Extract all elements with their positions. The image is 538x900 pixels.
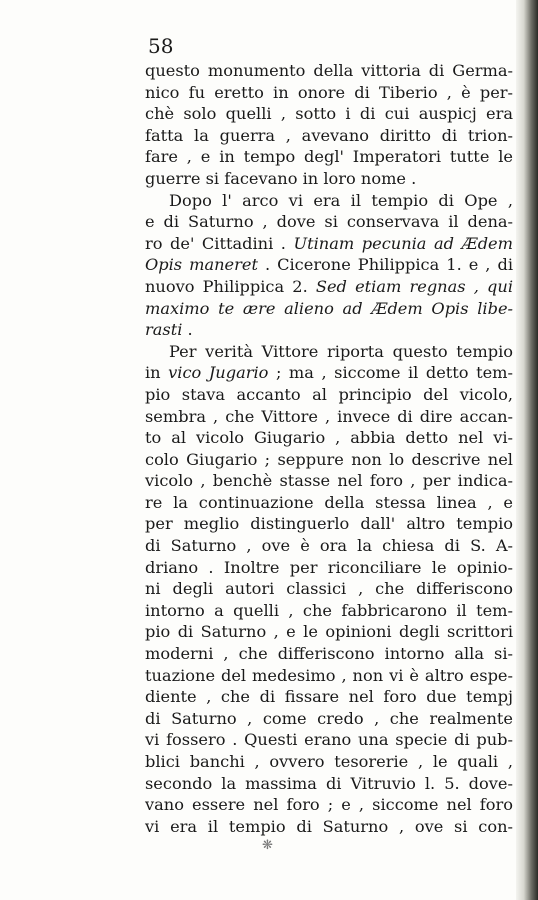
page-number: 58	[148, 34, 174, 58]
roman-text: pio stava accanto al principio del vicolo,	[145, 384, 513, 404]
text-line	[145, 665, 513, 687]
roman-text: diente , che di fissare nel foro due tempj	[145, 687, 513, 707]
text-line	[145, 449, 513, 471]
printer-ornament: ❋	[262, 838, 273, 853]
roman-text: secondo la massima di Vitruvio l. 5. dove-	[145, 773, 513, 793]
roman-text: blici banchi , ovvero tesorerie , le quali ,	[145, 752, 513, 771]
italic-text: vico Jugario	[168, 363, 269, 383]
text-line	[145, 492, 513, 514]
roman-text: fare , e in tempo degl' Imperatori tutte le	[145, 147, 513, 167]
roman-text: re la continuazione della stessa linea , e	[145, 492, 513, 512]
roman-text: driano . Inoltre per riconciliare le opinio-	[145, 557, 513, 577]
roman-text: chè solo quelli , sotto i di cui auspicj era	[145, 104, 513, 124]
roman-text: vicolo , benchè stasse nel foro , per indica-	[145, 471, 513, 491]
roman-text: questo monumento della vittoria di Germa-	[145, 61, 513, 80]
roman-text: tuazione del medesimo , non vi è altro espe-	[145, 665, 513, 685]
roman-text: ro de' Cittadini .	[145, 233, 294, 253]
text-line	[145, 686, 513, 708]
roman-text: per meglio distinguerlo dall' altro tempio	[145, 514, 513, 534]
text-line	[145, 254, 513, 276]
roman-text: in	[145, 363, 169, 383]
text-line	[145, 708, 513, 730]
text-line	[145, 751, 513, 773]
text-line	[145, 621, 513, 643]
page-binding-edge	[516, 0, 538, 900]
text-line	[145, 82, 513, 104]
text-line	[145, 600, 513, 622]
roman-text: guerre si facevano in loro nome .	[145, 168, 417, 188]
text-line	[145, 190, 513, 212]
text-line	[145, 729, 513, 751]
roman-text: colo Giugario ; seppure non lo descrive nel	[145, 449, 513, 469]
roman-text: vano essere nel foro ; e , siccome nel foro	[145, 795, 513, 815]
roman-text: di Saturno , ove è ora la chiesa di S. A-	[145, 536, 513, 556]
roman-text: .	[182, 320, 193, 340]
roman-text: Per verità Vittore riporta questo tempio	[169, 341, 513, 361]
text-line	[145, 406, 513, 428]
text-line	[145, 384, 513, 406]
roman-text: sembra , che Vittore , invece di dire accan-	[145, 406, 513, 426]
roman-text: pio di Saturno , e le opinioni degli scrittori	[145, 622, 513, 642]
roman-text: vi fossero . Questi erano una specie di pub-	[145, 730, 513, 750]
roman-text: intorno a quelli , che fabbricarono il tem-	[145, 600, 513, 620]
roman-text: . Cicerone Philippica 1. e , di	[257, 255, 513, 275]
text-line	[145, 816, 513, 838]
text-line	[145, 773, 513, 795]
text-line	[145, 427, 513, 449]
roman-text: fatta la guerra , avevano diritto di trion-	[145, 125, 513, 145]
roman-text: Dopo l' arco vi era il tempio di Ope ,	[169, 190, 513, 210]
roman-text: ni degli autori classici , che differiscono	[145, 579, 513, 599]
roman-text: vi era il tempio di Saturno , ove si con-	[145, 816, 513, 836]
text-line	[145, 535, 513, 557]
italic-text: maximo te ære alieno ad Ædem Opis libe-	[145, 298, 513, 318]
body-text	[145, 60, 513, 837]
roman-text: di Saturno , come credo , che realmente	[145, 708, 513, 728]
italic-text: Sed etiam regnas , qui	[315, 276, 513, 296]
roman-text: e di Saturno , dove si conservava il dena-	[145, 212, 513, 232]
text-line	[145, 125, 513, 147]
text-line	[145, 513, 513, 535]
roman-text: ; ma , siccome il detto tem-	[268, 363, 513, 383]
text-line	[145, 362, 513, 384]
text-line	[145, 103, 513, 125]
text-line	[145, 276, 513, 298]
text-line	[145, 233, 513, 255]
italic-text: Opis maneret	[145, 255, 258, 275]
italic-text: rasti	[145, 320, 183, 340]
text-line	[145, 557, 513, 579]
text-line	[145, 211, 513, 233]
text-line	[145, 643, 513, 665]
text-line	[145, 341, 513, 363]
text-line	[145, 168, 513, 190]
roman-text: to al vicolo Giugario , abbia detto nel vi-	[145, 428, 513, 448]
text-line	[145, 578, 513, 600]
text-line	[145, 794, 513, 816]
text-line	[145, 298, 513, 320]
text-line	[145, 60, 513, 82]
italic-text: Utinam pecunia ad Ædem	[293, 233, 513, 253]
roman-text: moderni , che differiscono intorno alla si-	[145, 644, 513, 664]
text-line	[145, 319, 513, 341]
text-line	[145, 146, 513, 168]
roman-text: nico fu eretto in onore di Tiberio , è per-	[145, 82, 513, 102]
roman-text: nuovo Philippica 2.	[145, 276, 316, 296]
text-line	[145, 470, 513, 492]
